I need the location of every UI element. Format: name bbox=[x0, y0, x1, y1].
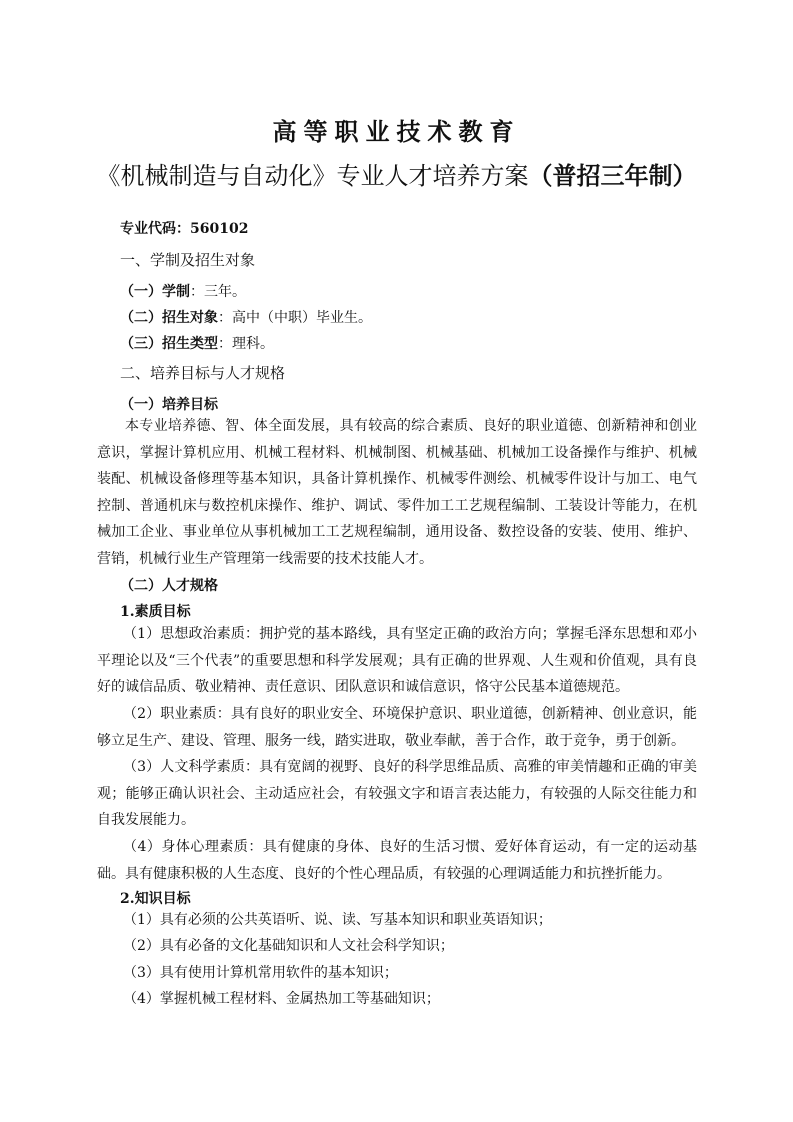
section-1-heading: 一、学制及招生对象 bbox=[120, 251, 256, 269]
schooling-length-label: （一）学制 bbox=[120, 284, 190, 300]
document-subtitle bbox=[0, 156, 793, 191]
enrollment-type-label: （三）招生类型 bbox=[120, 336, 218, 352]
quality-item-3: （3）人文科学素质：具有宽阔的视野、良好的科学思维品质、高雅的审美情趣和正确的审美观；能够正确认识社会、主动适应社会，有较强文字和语言表达能力，有较强的人际交往能力和自我发展能力。 bbox=[97, 759, 697, 828]
subtitle-main: 《机械制造与自动化》专业人才培养方案 bbox=[96, 162, 529, 190]
major-code-value: 560102 bbox=[190, 221, 249, 237]
major-code bbox=[120, 218, 720, 238]
major-code-label: 专业代码： bbox=[120, 221, 190, 237]
talent-spec-heading: （二）人才规格 bbox=[120, 578, 218, 594]
quality-item-1: （1）思想政治素质：拥护党的基本路线，具有坚定正确的政治方向；掌握毛泽东思想和邓小平理论以及“三个代表”的重要思想和科学发展观；具有正确的世界观、人生观和价值观，具有良好的诚信品质、敬业精神、责任意识、团队意识和诚信意识，恪守公民基本道德规范。 bbox=[97, 626, 697, 695]
schooling-length-value: ：三年。 bbox=[190, 284, 246, 300]
knowledge-item-3: （3）具有使用计算机常用软件的基本知识； bbox=[123, 965, 398, 981]
enrollment-target-label: （二）招生对象 bbox=[120, 310, 218, 326]
knowledge-goal-heading: 2.知识目标 bbox=[120, 891, 191, 907]
training-goal-paragraph: 本专业培养德、智、体全面发展，具有较高的综合素质、良好的职业道德、创新精神和创业意识，掌握计算机应用、机械工程材料、机械制图、机械基础、机械加工设备操作与维护、机械装配、机械设备修理等基本知识，具备计算机操作、机械零件测绘、机械零件设计与加工、电气控制、普通机床与数控机床操作、维护、调试、零件加工工艺规程编制、工装设计等能力，在机械加工企业、事业单位从事机械加工工艺规程编制，通用设备、数控设备的安装、使用、维护、营销，机械行业生产管理第一线需要的技术技能人才。 bbox=[97, 418, 697, 567]
quality-item-2: （2）职业素质：具有良好的职业安全、环境保护意识、职业道德，创新精神、创业意识，能够立足生产、建设、管理、服务一线，踏实进取，敬业奉献，善于合作，敢于竞争，勇于创新。 bbox=[97, 706, 697, 749]
enrollment-target-value: ：高中（中职）毕业生。 bbox=[218, 310, 372, 326]
enrollment-type-value: ：理科。 bbox=[218, 336, 274, 352]
enrollment-target bbox=[120, 307, 720, 327]
knowledge-item-1: （1）具有必须的公共英语听、说、读、写基本知识和职业英语知识； bbox=[123, 912, 552, 928]
training-goal-heading: （一）培养目标 bbox=[120, 397, 218, 413]
document-title: 高等职业技术教育 bbox=[272, 117, 521, 146]
enrollment-type bbox=[120, 333, 720, 353]
knowledge-item-4: （4）掌握机械工程材料、金属热加工等基础知识； bbox=[123, 991, 440, 1007]
section-2-heading: 二、培养目标与人才规格 bbox=[120, 364, 286, 382]
knowledge-item-2: （2）具有必备的文化基础知识和人文社会科学知识； bbox=[123, 938, 454, 954]
quality-goal-heading: 1.素质目标 bbox=[120, 604, 191, 620]
quality-item-4: （4）身体心理素质：具有健康的身体、良好的生活习惯、爱好体育运动，有一定的运动基础。具有健康积极的人生态度、良好的个性心理品质，有较强的心理调适能力和抗挫折能力。 bbox=[97, 839, 697, 882]
schooling-length bbox=[120, 281, 720, 301]
subtitle-program-type: （普招三年制） bbox=[528, 161, 697, 190]
